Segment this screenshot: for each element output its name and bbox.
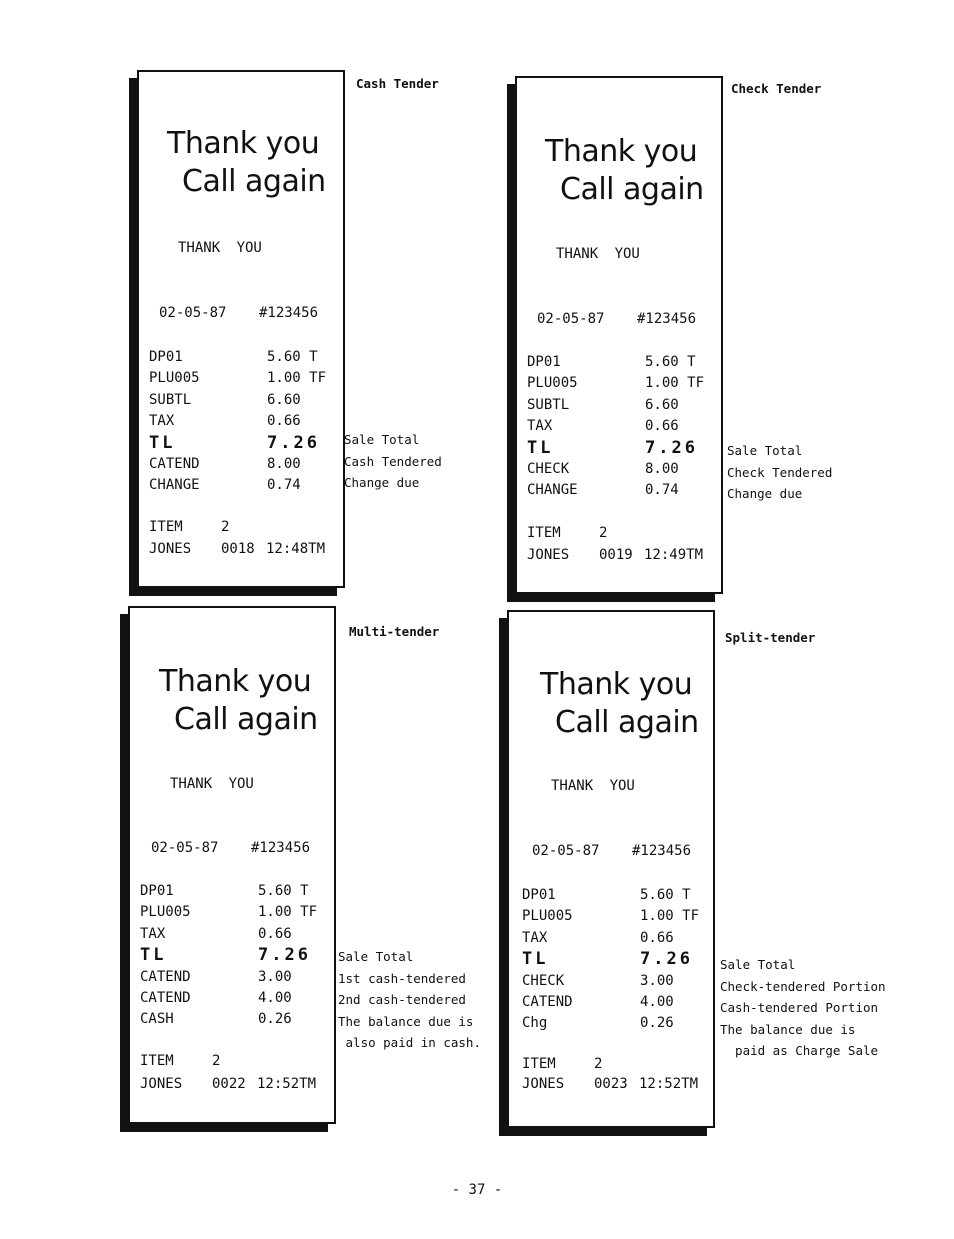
line-value: 5.60 T: [258, 883, 309, 899]
headline-thank-you: Thank you: [167, 126, 320, 161]
total-line: [149, 433, 339, 454]
line-label: CATEND: [149, 455, 200, 472]
receipt-headline: [545, 133, 704, 209]
annotation: Sale Total: [720, 957, 796, 972]
date: 02-05-87: [537, 311, 605, 327]
transaction-number: 0023: [594, 1076, 628, 1092]
line-item: [522, 885, 712, 906]
clerk-name: JONES: [527, 547, 570, 563]
annotation: Sale Total: [338, 949, 414, 964]
line-label: DP01: [149, 349, 183, 365]
line-value: 0.26: [640, 1015, 674, 1032]
item-count-label: ITEM: [140, 1053, 174, 1069]
annotation-notes: [727, 440, 832, 505]
annotation: Check-tendered Portion: [720, 978, 886, 994]
line-item: [140, 988, 330, 1009]
transaction-number: 0018: [221, 541, 255, 557]
annotation: The balance due is: [720, 1021, 856, 1037]
date: 02-05-87: [532, 843, 600, 859]
section-title: Multi-tender: [349, 624, 440, 639]
line-item: [527, 352, 717, 373]
line-value: 8.00: [645, 460, 679, 477]
line-label: TAX: [149, 413, 175, 430]
annotation: The balance due is: [338, 1013, 474, 1029]
line-value: 7.26: [640, 949, 693, 970]
annotation-notes: [344, 429, 442, 494]
line-label: SUBTL: [527, 396, 570, 413]
line-item: [527, 459, 717, 480]
line-value: 0.26: [258, 1011, 292, 1028]
line-value: 7.26: [267, 432, 320, 453]
item-count-label: ITEM: [149, 519, 183, 535]
annotation: Sale Total: [727, 443, 803, 458]
headline-call-again: Call again: [182, 164, 326, 199]
line-item: [149, 390, 339, 411]
line-item: [522, 992, 712, 1013]
receipt-lines: [527, 352, 717, 502]
thank-you-line: THANK YOU: [556, 246, 640, 262]
line-item: [522, 928, 712, 949]
line-item: [527, 395, 717, 416]
line-item: [149, 347, 339, 368]
line-label: CHANGE: [149, 477, 200, 494]
line-label: CHANGE: [527, 482, 578, 499]
line-item: [140, 881, 330, 902]
line-label: DP01: [140, 883, 174, 899]
receipt-number: #123456: [259, 305, 319, 321]
annotation: Change due: [727, 486, 803, 502]
line-label: TAX: [527, 418, 553, 435]
line-label: PLU005: [527, 375, 578, 392]
line-label: Chg: [522, 1015, 548, 1032]
line-value: 0.66: [258, 925, 292, 942]
line-label: CASH: [140, 1011, 174, 1028]
item-count: 2: [212, 1053, 221, 1069]
line-label: DP01: [527, 354, 561, 370]
line-item: [522, 1013, 712, 1034]
headline-call-again: Call again: [174, 702, 318, 737]
line-label: CATEND: [140, 989, 191, 1006]
annotation: also paid in cash.: [338, 1035, 481, 1051]
line-item: [149, 368, 339, 389]
receipt-headline: [159, 663, 318, 739]
headline-thank-you: Thank you: [540, 667, 693, 702]
section-title: Cash Tender: [356, 76, 439, 91]
line-item: [149, 454, 339, 475]
annotation: Cash Tendered: [344, 453, 442, 469]
thank-you-line: THANK YOU: [551, 778, 635, 794]
headline-thank-you: Thank you: [545, 134, 698, 169]
line-value: 5.60 T: [267, 349, 318, 365]
line-item: [522, 971, 712, 992]
annotation: Check Tendered: [727, 464, 833, 480]
headline-thank-you: Thank you: [159, 664, 312, 699]
line-label: DP01: [522, 887, 556, 903]
line-label: TL: [527, 437, 554, 458]
line-item: [140, 902, 330, 923]
transaction-number: 0019: [599, 547, 633, 563]
line-label: TL: [149, 432, 176, 453]
annotation: paid as Charge Sale: [720, 1043, 879, 1059]
line-value: 0.66: [645, 418, 679, 435]
annotation: Change due: [344, 475, 420, 491]
total-line: [140, 945, 330, 966]
thank-you-line: THANK YOU: [178, 240, 262, 256]
transaction-time: 12:49TM: [644, 547, 704, 563]
line-item: [527, 416, 717, 437]
line-label: CATEND: [522, 993, 573, 1010]
total-line: [527, 438, 717, 459]
line-value: 1.00 TF: [645, 375, 705, 392]
headline-call-again: Call again: [555, 705, 699, 740]
total-line: [522, 949, 712, 970]
line-item: [149, 411, 339, 432]
line-label: TL: [522, 949, 549, 970]
section-title: Split-tender: [725, 630, 816, 645]
date: 02-05-87: [159, 305, 227, 321]
line-value: 0.74: [645, 482, 679, 499]
line-item: [140, 1009, 330, 1030]
page-number: - 37 -: [451, 1182, 503, 1198]
receipt-lines: [140, 881, 330, 1031]
annotation: Cash-tendered Portion: [720, 1000, 879, 1016]
line-value: 3.00: [258, 968, 292, 985]
line-value: 1.00 TF: [640, 908, 700, 925]
line-label: PLU005: [522, 908, 573, 925]
line-value: 3.00: [640, 972, 674, 989]
receipt-number: #123456: [637, 311, 697, 327]
line-value: 8.00: [267, 455, 301, 472]
line-item: [140, 924, 330, 945]
receipt-headline: [540, 666, 699, 742]
transaction-time: 12:48TM: [266, 541, 326, 557]
line-value: 4.00: [258, 989, 292, 1006]
line-item: [527, 373, 717, 394]
clerk-name: JONES: [140, 1076, 183, 1092]
receipt-lines: [149, 347, 339, 497]
item-count: 2: [599, 525, 608, 541]
line-value: 0.66: [267, 413, 301, 430]
annotation: 1st cash-tendered: [338, 970, 466, 986]
line-value: 6.60: [645, 396, 679, 413]
line-value: 7.26: [645, 437, 698, 458]
clerk-name: JONES: [522, 1076, 565, 1092]
line-label: SUBTL: [149, 391, 192, 408]
clerk-name: JONES: [149, 541, 192, 557]
item-count-label: ITEM: [527, 525, 561, 541]
line-label: TAX: [140, 925, 166, 942]
item-count: 2: [594, 1056, 603, 1072]
line-value: 0.66: [640, 929, 674, 946]
transaction-time: 12:52TM: [257, 1076, 317, 1092]
receipt-number: #123456: [251, 840, 311, 856]
line-value: 1.00 TF: [267, 370, 327, 387]
line-label: TL: [140, 945, 167, 966]
line-label: TAX: [522, 929, 548, 946]
line-label: CATEND: [140, 968, 191, 985]
line-label: CHECK: [527, 460, 570, 477]
receipt-headline: [167, 125, 326, 201]
line-value: 7.26: [258, 945, 311, 966]
date: 02-05-87: [151, 840, 219, 856]
line-item: [149, 475, 339, 496]
line-label: CHECK: [522, 972, 565, 989]
receipt-lines: [522, 885, 712, 1035]
line-value: 0.74: [267, 477, 301, 494]
annotation: 2nd cash-tendered: [338, 992, 466, 1008]
receipt-number: #123456: [632, 843, 692, 859]
line-item: [527, 480, 717, 501]
line-value: 5.60 T: [640, 887, 691, 903]
line-value: 4.00: [640, 993, 674, 1010]
headline-call-again: Call again: [560, 172, 704, 207]
line-item: [140, 967, 330, 988]
line-item: [522, 906, 712, 927]
line-label: PLU005: [140, 904, 191, 921]
section-title: Check Tender: [731, 81, 822, 96]
thank-you-line: THANK YOU: [170, 776, 254, 792]
annotation: Sale Total: [344, 432, 420, 447]
line-label: PLU005: [149, 370, 200, 387]
annotation-notes: [720, 954, 886, 1062]
transaction-number: 0022: [212, 1076, 246, 1092]
item-count-label: ITEM: [522, 1056, 556, 1072]
item-count: 2: [221, 519, 230, 535]
line-value: 6.60: [267, 391, 301, 408]
line-value: 1.00 TF: [258, 904, 318, 921]
annotation-notes: [338, 946, 481, 1054]
transaction-time: 12:52TM: [639, 1076, 699, 1092]
line-value: 5.60 T: [645, 354, 696, 370]
